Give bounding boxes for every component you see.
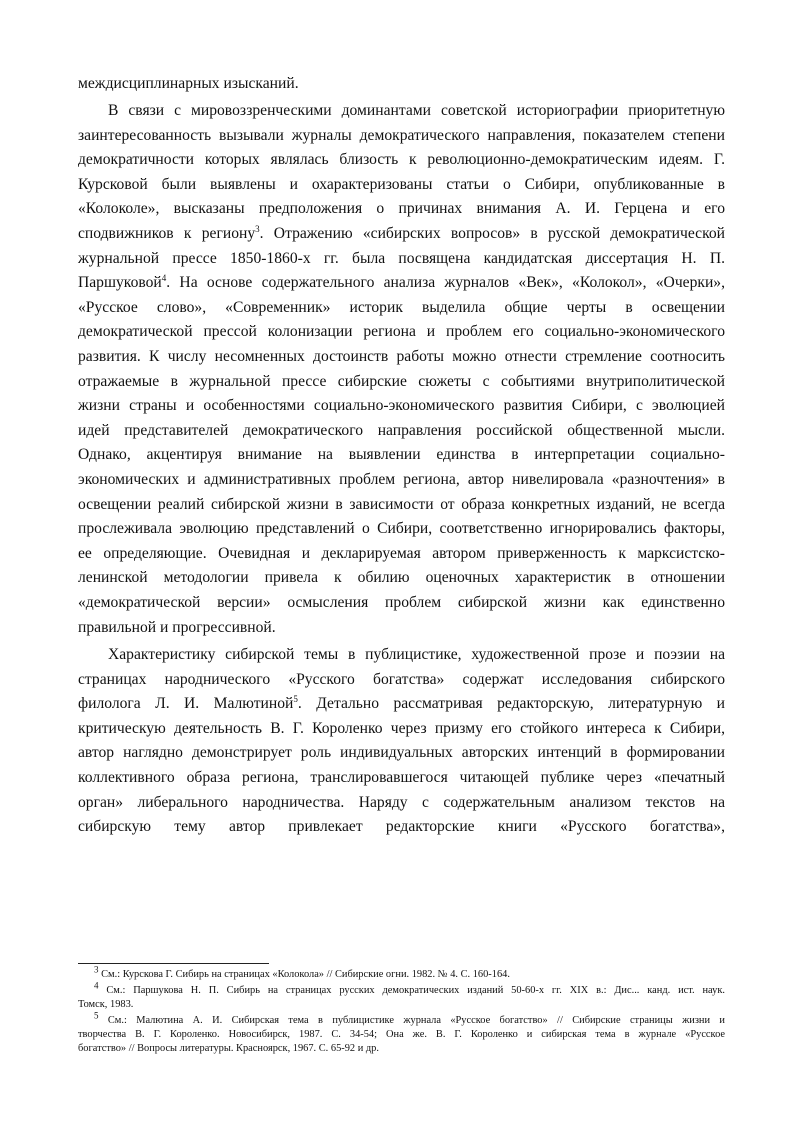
paragraph-line: страницах народнического «Русского богатства» содержат исследования сибирского — [78, 671, 725, 688]
text-segment: . На основе содержательного анализа журналов «Век», «Колокол», «Очерки», — [166, 274, 725, 291]
paragraph-line — [78, 225, 725, 243]
footnote-number: 4 — [94, 980, 99, 991]
paragraph-line: «Колоколе», высказаны предположения о причинах внимания А. И. Герцена и его — [78, 200, 725, 217]
footnote-ref-4: 4 — [161, 272, 167, 283]
footnote-5-continuation: творчества В. Г. Короленко. Новосибирск, 1987. С. 34-54; Она же. В. Г. Короленко и сибирская тема в журнале «Русское — [78, 1029, 725, 1040]
paragraph-line: развития. К числу несомненных достоинств работы можно отнести стремление соотносить — [78, 348, 725, 365]
footnote-text: См.: Паршукова Н. П. Сибирь на страницах русских демократических изданий 50-60-х гг. XIX в.: Дис... канд. ист. наук. — [106, 985, 725, 996]
paragraph-line: критическую деятельность В. Г. Короленко через призму его стойкого интереса к Сибири, — [78, 720, 725, 737]
footnote-5-continuation: богатство» // Вопросы литературы. Красноярск, 1967. С. 65-92 и др. — [78, 1043, 379, 1054]
text-segment: сподвижников к региону — [78, 225, 256, 242]
footnote-text: См.: Малютина А. И. Сибирская тема в публицистике журнала «Русское богатство» // Сибирские страницы жизни и — [107, 1015, 725, 1026]
paragraph-line: Курсковой были выявлены и охарактеризованы статьи о Сибири, опубликованные в — [78, 176, 725, 193]
paragraph-line: «Русское слово», «Современник» историк выделила общие черты в освещении — [78, 299, 725, 316]
paragraph-line: демократической прессой колонизации региона и проблем его социально-экономического — [78, 323, 725, 340]
footnote-5 — [94, 1010, 725, 1027]
footnote-4 — [94, 980, 725, 997]
paragraph-line — [78, 695, 725, 713]
text-segment: . Детально рассматривая редакторскую, литературную и — [297, 695, 726, 712]
paragraph-line: В связи с мировоззренческими доминантами советской историографии приоритетную — [108, 102, 725, 119]
paragraph-line: «демократической версии» осмысления проблем сибирской жизни как единственно — [78, 594, 725, 611]
paragraph-line: Однако, акцентируя внимание на выявлении единства в интерпретации социально- — [78, 446, 725, 463]
paragraph-line: прослеживала эволюцию представлений о Сибири, соответственно игнорировались факторы, — [78, 520, 725, 537]
footnote-4-continuation: Томск, 1983. — [78, 999, 134, 1010]
paragraph-line: освещении реалий сибирской жизни в зависимости от образа конкретных изданий, не всегда — [78, 496, 725, 513]
text-segment: Паршуковой — [78, 274, 162, 291]
paragraph-line: правильной и прогрессивной. — [78, 619, 276, 636]
footnote-number: 5 — [94, 1010, 99, 1021]
paragraph-line: орган» либерального народничества. Наряду с содержательным анализом текстов на — [78, 794, 725, 811]
paragraph-line: ленинской методологии привела к обилию оценочных характеристик в отношении — [78, 569, 725, 586]
paragraph-line: Характеристику сибирской темы в публицистике, художественной прозе и поэзии на — [108, 646, 725, 663]
footnote-text: См.: Курскова Г. Сибирь на страницах «Колокола» // Сибирские огни. 1982. № 4. С. 160-164. — [101, 969, 510, 980]
paragraph-line: коллективного образа региона, транслировавшегося читающей публике через «печатный — [78, 769, 725, 786]
paragraph-line: жизни страны и особенностями социально-экономического развития Сибири, с эволюцией — [78, 397, 725, 414]
paragraph-line: журнальной прессе 1850-1860-х гг. была посвящена кандидатская диссертация Н. П. — [78, 250, 725, 267]
paragraph-line: ее определяющие. Очевидная и декларируемая автором приверженность к марксистско- — [78, 545, 725, 562]
footnote-ref-5: 5 — [293, 693, 298, 704]
text-segment: филолога Л. И. Малютиной — [78, 695, 294, 712]
footnote-separator — [78, 963, 269, 964]
text-segment: . Отражению «сибирских вопросов» в русской демократической — [259, 225, 726, 242]
paragraph-line: междисциплинарных изысканий. — [78, 75, 299, 92]
paragraph-line: демократичности которых являлась близость к революционно-демократическим идеям. Г. — [78, 151, 725, 168]
paragraph-line: идей представителей демократического направления российской общественной мысли. — [78, 422, 725, 439]
footnote-3 — [94, 964, 725, 981]
paragraph-line: сибирскую тему автор привлекает редакторские книги «Русского богатства», — [78, 818, 725, 835]
paragraph-line: заинтересованность вызывали журналы демократического направления, показателем степени — [78, 127, 725, 144]
footnote-number: 3 — [94, 964, 99, 975]
paragraph-line — [78, 274, 725, 292]
footnote-ref-3: 3 — [255, 223, 260, 234]
paragraph-line: автор наглядно демонстрирует роль индивидуальных авторских интенций в формировании — [78, 744, 725, 761]
paragraph-line: отражаемые в журнальной прессе сибирские сюжеты с событиями внутриполитической — [78, 373, 725, 390]
paragraph-line: экономических и административных проблем региона, автор нивелировала «разночтения» в — [78, 471, 725, 488]
